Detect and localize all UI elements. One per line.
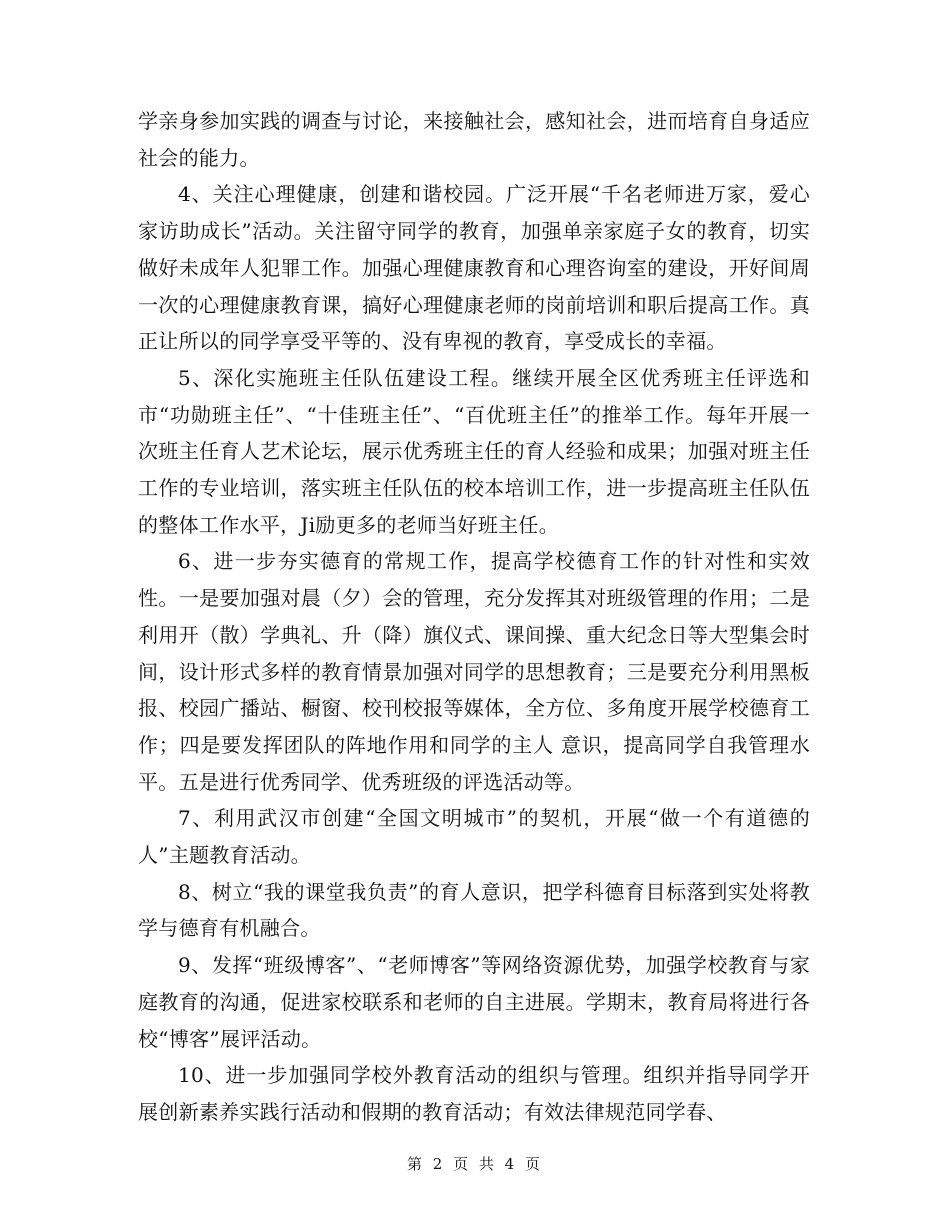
paragraph-item-8: 8、树立“我的课堂我负责”的育人意识，把学科德育目标落到实处将教学与德育有机融合。 <box>138 879 810 941</box>
document-body <box>138 103 810 1131</box>
paragraph-continued: 学亲身参加实践的调查与讨论，来接触社会，感知社会，进而培育自身适应社会的能力。 <box>138 109 810 170</box>
paragraph-item-4: 4、关注心理健康，创建和谐校园。广泛开展“千名老师进万家，爱心家访助成长”活动。关注留守同学的教育，加强单亲家庭子女的教育，切实做好未成年人犯罪工作。加强心理健康教育和心理咨询室的建设，开好间周一次的心理健康教育课，搞好心理健康老师的岗前培训和职后提高工作。真正让所以的同学享受平等的、没有卑视的教育，享受成长的幸福。 <box>138 182 810 354</box>
paragraph-item-10: 10、进一步加强同学校外教育活动的组织与管理。组织并指导同学开展创新素养实践行活动和假期的教育活动；有效法律规范同学春、 <box>138 1063 810 1124</box>
page-footer: 第 2 页 共 4 页 <box>407 1155 543 1173</box>
paragraph-item-6: 6、进一步夯实德育的常规工作，提高学校德育工作的针对性和实效性。一是要加强对晨（夕）会的管理，充分发挥其对班级管理的作用；二是利用开（散）学典礼、升（降）旗仪式、课间操、重大纪念日等大型集会时间，设计形式多样的教育情景加强对同学的思想教育；三是要充分利用黑板报、校园广播站、橱窗、校刊校报等媒体，全方位、多角度开展学校德育工作；四是要发挥团队的阵地作用和同学的主人 意识，提高同学自我管理水平。五是进行优秀同学、优秀班级的评选活动等。 <box>138 549 810 794</box>
paragraph-item-9: 9、发挥“班级博客”、“老师博客”等网络资源优势，加强学校教育与家庭教育的沟通，促进家校联系和老师的自主进展。学期末，教育局将进行各校“博客”展评活动。 <box>138 953 810 1051</box>
paragraph-item-5: 5、深化实施班主任队伍建设工程。继续开展全区优秀班主任评选和市“功勋班主任”、“十佳班主任”、“百优班主任”的推举工作。每年开展一次班主任育人艺术论坛，展示优秀班主任的育人经验和成果；加强对班主任工作的专业培训，落实班主任队伍的校本培训工作，进一步提高班主任队伍的整体工作水平，Ji励更多的老师当好班主任。 <box>138 365 810 537</box>
paragraph-item-7: 7、利用武汉市创建“全国文明城市”的契机，开展“做一个有道德的人”主题教育活动。 <box>138 806 810 868</box>
